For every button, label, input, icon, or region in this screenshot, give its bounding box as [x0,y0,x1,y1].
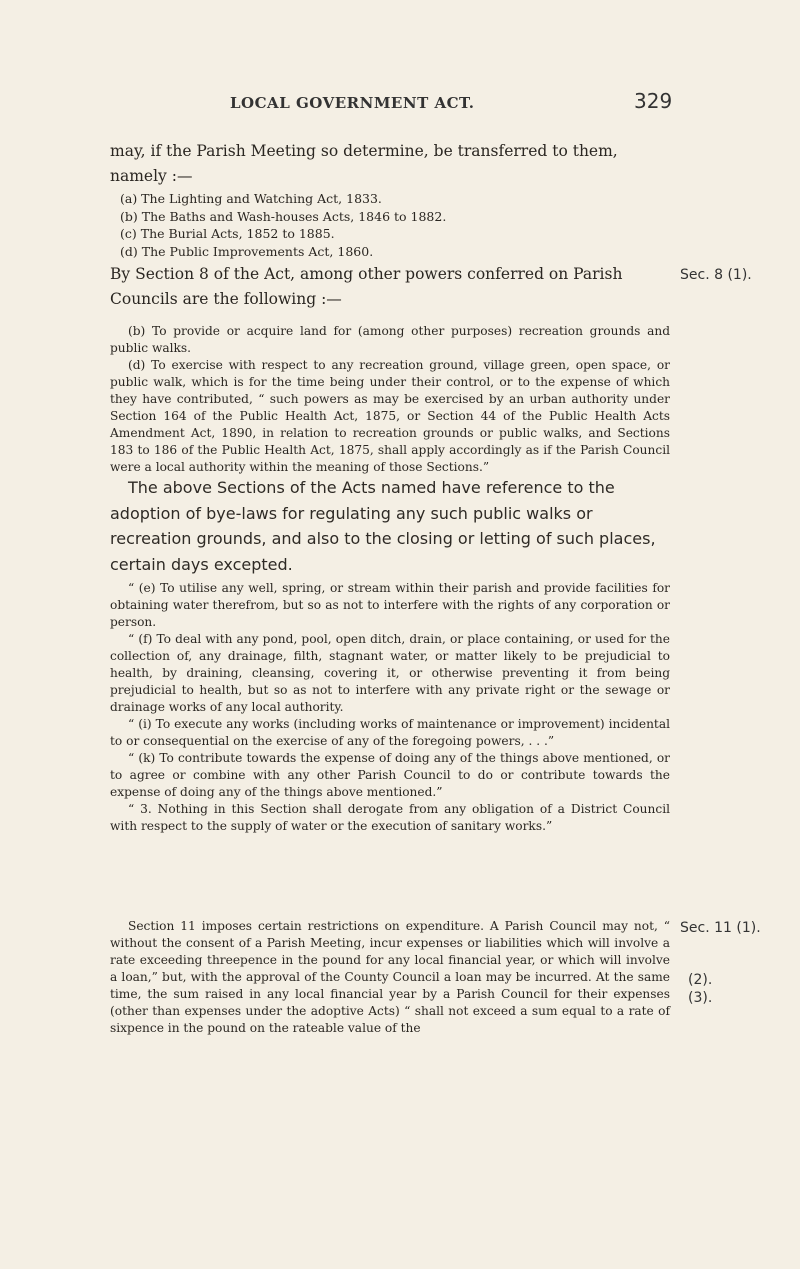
list-item: (b) The Baths and Wash-houses Acts, 1846 to 1882. [120,208,447,224]
quote-paragraph: “ 3. Nothing in this Section shall derogate from any obligation of a District Council with respect to the supply of water or the execution of sanitary works.” [110,802,670,833]
section8-lead-block [110,262,670,312]
section8-lead: By Section 8 of the Act, among other powers conferred on Parish Councils are the following :— [110,265,623,308]
list-item: (d) The Public Improvements Act, 1860. [120,243,374,259]
quote-paragraph: “ (e) To utilise any well, spring, or stream within their parish and provide facilities for obtaining water therefrom, but so as not to interfere with the rights of any corporation or person. [110,581,670,629]
list-item: (a) The Lighting and Watching Act, 1833. [120,191,382,206]
bye-laws-paragraph: The above Sections of the Acts named have reference to the adoption of bye-laws for regulating any such public walks or recreation grounds, and also to the closing or letting of such places, certain days excepted. [110,478,656,574]
margin-note-sec11: Sec. 11 (1). [680,920,761,936]
intro-paragraph: may, if the Parish Meeting so determine, be transferred to them, namely :— [110,142,618,185]
page-number: 329 [634,89,673,113]
water-quote-block [110,580,670,835]
intro-block [110,139,670,189]
quote-paragraph: “ (k) To contribute towards the expense of doing any of the things above mentioned, or to agree or combine with any other Parish Council to do or contribute towards the expense of doing any of the things above mentioned.” [110,751,670,799]
list-item: (c) The Burial Acts, 1852 to 1885. [120,226,335,241]
section11-block [110,918,670,1037]
quote-paragraph: “ (f) To deal with any pond, pool, open ditch, drain, or place containing, or used for the collection of, any drainage, filth, stagnant water, or matter likely to be prejudicial to health, by draining, cleansing, covering it, or otherwise preventing it from being prejudicial to health, but so as not to interfere with any private right or the sewage or drainage works of any local authority. [110,632,670,714]
margin-note-sub3: (3). [688,990,713,1006]
margin-note-sec8: Sec. 8 (1). [680,267,752,283]
section11-paragraph: Section 11 imposes certain restrictions on expenditure. A Parish Council may not, “ without the consent of a Parish Meeting, incur expenses or liabilities which will involve a rate exceeding threepence in the pound for any local financial year, or which will involve a loan,” but, with the approval of the County Council a loan may be incurred. At the same time, the sum raised in any local financial year by a Parish Council for their expenses (other than expenses under the adoptive Acts) “ shall not exceed a sum equal to a rate of sixpence in the pound on the rateable value of the [110,919,670,1035]
bye-laws-block [110,475,670,577]
acts-list-block [120,190,680,260]
quote-paragraph: (b) To provide or acquire land for (among other purposes) recreation grounds and public walks. [110,324,670,355]
running-head [0,89,800,114]
section8-quote-block [110,323,670,476]
running-title: LOCAL GOVERNMENT ACT. [230,94,475,112]
quote-paragraph: “ (i) To execute any works (including works of maintenance or improvement) incidental to or consequential on the exercise of any of the foregoing powers, . . .” [110,717,670,748]
margin-note-sub2: (2). [688,972,713,988]
acts-list [120,190,680,260]
quote-paragraph: (d) To exercise with respect to any recreation ground, village green, open space, or public walk, which is for the time being under their control, or to the expense of which they have contributed, “ such powers as may be exercised by an urban authority under Section 164 of the Public Health Act, 1875, or Section 44 of the Public Health Acts Amendment Act, 1890, in relation to recreation grounds or public walks, and Sections 183 to 186 of the Public Health Act, 1875, shall apply accordingly as if the Parish Council were a local authority within the meaning of those Sections.” [110,358,670,474]
